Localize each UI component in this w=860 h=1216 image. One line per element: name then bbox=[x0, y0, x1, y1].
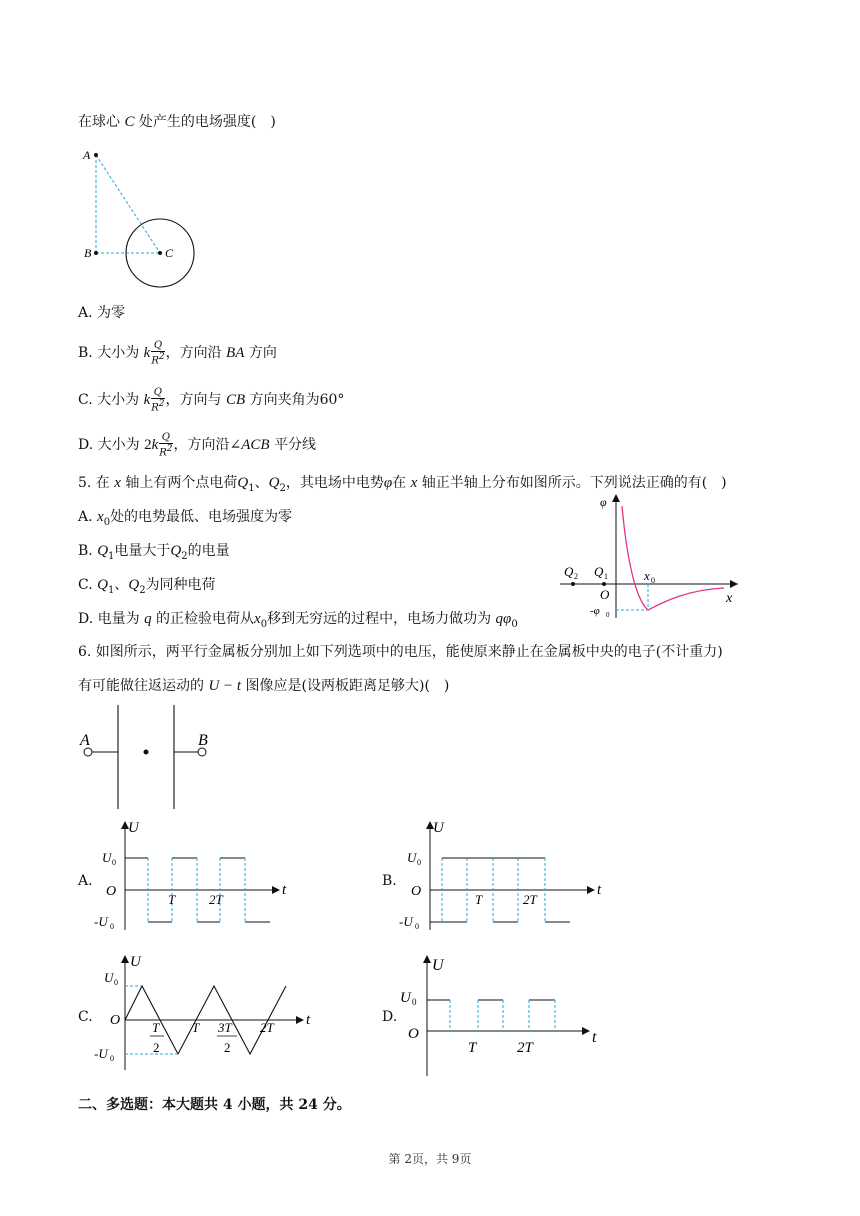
q5-stem-e: 在 bbox=[392, 475, 407, 491]
axis-t-label: t bbox=[306, 1012, 311, 1028]
q4-option-c-prefix: C. 大小为 bbox=[78, 392, 140, 409]
q6-plate-label-a: A bbox=[80, 732, 90, 749]
q6-graph-a bbox=[94, 818, 300, 938]
u0-sub: 0 bbox=[114, 978, 118, 987]
q4-option-d: D. 大小为 2k $\frac{Q}{R^2}$ ，方向沿∠ACB 平分线 bbox=[78, 432, 317, 459]
q5-option-d-c: 移到无穷远的过程中，电场力做功为 bbox=[267, 611, 492, 627]
q4-figure-triangle-circle bbox=[80, 145, 210, 285]
u0-label: U bbox=[104, 970, 114, 985]
q4-option-a-text: A. 为零 bbox=[78, 305, 126, 321]
q4-stem-text: 在球心 bbox=[78, 114, 120, 130]
q6-stem-2c: 图像应是(设两板距离足够大)( ) bbox=[245, 678, 450, 694]
neg-u0-label: -U bbox=[94, 1046, 108, 1061]
origin-label: O bbox=[411, 884, 422, 899]
q6-option-a-letter: A. bbox=[78, 873, 93, 889]
u0-label: U bbox=[102, 850, 112, 865]
neg-u0-sub: 0 bbox=[415, 922, 419, 931]
q4-option-c-dir: CB bbox=[225, 392, 246, 409]
axis-u-label: U bbox=[433, 820, 444, 836]
q6-option-b-letter: B. bbox=[382, 873, 397, 889]
origin-label: O bbox=[106, 884, 117, 899]
q5-option-c-mid: 、 bbox=[114, 577, 129, 593]
u0-label: U bbox=[400, 990, 411, 1006]
q4-option-d-prefix: D. 大小为 bbox=[78, 437, 140, 454]
q5-stem-c: 、 bbox=[254, 475, 269, 491]
q6-stem-line-1 bbox=[78, 642, 723, 662]
q6-option-c-letter: C. bbox=[78, 1009, 93, 1025]
q6-stem-line-2 bbox=[78, 676, 449, 696]
u0-sub: 0 bbox=[417, 858, 421, 867]
q6-graph-c bbox=[94, 952, 320, 1077]
q4-stem-end: 处产生的电场强度( ) bbox=[138, 114, 276, 130]
tick-t: T bbox=[475, 892, 483, 907]
tick-half-t-den: 2 bbox=[153, 1040, 160, 1055]
q5-option-d-b: 的正检验电荷从 bbox=[156, 611, 255, 627]
q5-option-b-end: 的电量 bbox=[187, 543, 230, 559]
fraction-q-over-r2: $\frac{Q}{R^2}$ bbox=[151, 340, 165, 367]
q4-option-c: C. 大小为 k $\frac{Q}{R^2}$ ，方向与 CB 方向夹角为60° bbox=[78, 387, 345, 414]
fraction-q-over-r2: $\frac{Q}{R^2}$ bbox=[151, 387, 165, 414]
q4-option-b-prefix: B. 大小为 bbox=[78, 345, 140, 362]
q5-option-b: B. $Q_1$电量大于$Q_2$的电量 bbox=[78, 543, 230, 562]
q5-label-origin: O bbox=[600, 587, 610, 602]
tick-2t: 2T bbox=[209, 892, 223, 907]
q4-option-d-coef: 2 bbox=[144, 437, 152, 454]
q5-label-x0: x bbox=[644, 568, 650, 583]
q4-stem-var: C bbox=[124, 114, 135, 130]
neg-u0-sub: 0 bbox=[110, 922, 114, 931]
origin-label: O bbox=[110, 1013, 121, 1028]
q5-label-neg-phi0-sub: 0 bbox=[606, 611, 610, 619]
q6-option-d-letter: D. bbox=[382, 1009, 398, 1025]
neg-u0-sub: 0 bbox=[110, 1054, 114, 1063]
q5-label-q2: Q bbox=[564, 564, 574, 579]
q5-option-d-a: D. 电量为 bbox=[78, 611, 140, 627]
q5-option-b-pre: B. bbox=[78, 543, 93, 559]
q5-option-d: D. 电量为 q 的正检验电荷从$x_0$移到无穷远的过程中，电场力做功为 $q\varphi_0$ bbox=[78, 611, 518, 630]
fraction-q-over-r2: $\frac{Q}{R^2}$ bbox=[159, 432, 173, 459]
u0-sub: 0 bbox=[112, 858, 116, 867]
q4-label-a: A bbox=[83, 148, 91, 162]
q5-option-a: A. $x_0$处的电势最低、电场强度为零 bbox=[78, 509, 293, 528]
q5-option-a-pre: A. bbox=[78, 509, 93, 525]
axis-u-label: U bbox=[130, 954, 141, 970]
q4-option-b-dir: BA bbox=[226, 345, 245, 362]
q5-stem-a: 5. 在 bbox=[78, 475, 110, 491]
tick-2t: 2T bbox=[260, 1020, 274, 1035]
q4-label-c: C bbox=[165, 246, 174, 260]
q4-option-d-dir: ACB bbox=[241, 437, 270, 454]
q6-stem-2a: 有可能做往返运动的 bbox=[78, 678, 204, 694]
q6-graph-d bbox=[400, 952, 610, 1077]
tick-t: T bbox=[192, 1020, 200, 1035]
u0-label: U bbox=[407, 850, 417, 865]
q5-stem-f: 轴正半轴上分布如图所示。下列说法正确的有( ) bbox=[421, 475, 727, 491]
q4-option-c-end: 方向夹角为60° bbox=[249, 392, 345, 409]
q5-label-phi: φ bbox=[600, 495, 607, 509]
q6-stem-2b: U − t bbox=[208, 678, 242, 694]
axis-u-label: U bbox=[432, 957, 444, 974]
q6-graph-b bbox=[399, 818, 605, 938]
q5-label-x: x bbox=[726, 591, 733, 606]
q5-label-neg-phi0: -φ bbox=[590, 605, 600, 617]
q5-option-c-end: 为同种电荷 bbox=[145, 577, 216, 593]
q4-option-c-suffix: ，方向与 bbox=[165, 392, 222, 409]
tick-2t: 2T bbox=[517, 1040, 533, 1056]
page-footer: 第 2页，共 9页 bbox=[388, 1152, 472, 1166]
section-2-heading: 二、多选题：本大题共 4 小题，共 24 分。 bbox=[78, 1097, 351, 1113]
axis-t-label: t bbox=[597, 882, 602, 898]
q5-option-c-pre: C. bbox=[78, 577, 93, 593]
axis-t-label: t bbox=[282, 882, 287, 898]
q4-option-a bbox=[78, 303, 125, 323]
q4-option-b-end: 方向 bbox=[248, 345, 277, 362]
axis-u-label: U bbox=[128, 820, 139, 836]
q5-label-x0-sub: 0 bbox=[651, 576, 655, 585]
q4-stem bbox=[78, 112, 276, 132]
q4-label-b: B bbox=[84, 246, 92, 260]
origin-label: O bbox=[408, 1026, 419, 1042]
q5-potential-graph bbox=[560, 490, 750, 620]
tick-t: T bbox=[468, 1040, 477, 1056]
q5-stem-b: 轴上有两个点电荷 bbox=[125, 475, 238, 491]
q5-option-b-mid: 电量大于 bbox=[114, 543, 171, 559]
tick-three-half-t-num: 3T bbox=[218, 1020, 232, 1035]
u0-sub: 0 bbox=[412, 997, 417, 1007]
q6-stem-1: 6. 如图所示，两平行金属板分别加上如下列选项中的电压，能使原来静止在金属板中央的电子(不计重力) bbox=[78, 644, 723, 660]
tick-three-half-t-den: 2 bbox=[224, 1040, 231, 1055]
axis-t-label: t bbox=[592, 1029, 597, 1046]
q4-option-b: B. 大小为 k $\frac{Q}{R^2}$ ，方向沿 BA 方向 bbox=[78, 340, 277, 367]
neg-u0-label: -U bbox=[94, 914, 108, 929]
q5-stem-d: ，其电场中电势 bbox=[285, 475, 384, 491]
q5-option-a-text: 处的电势最低、电场强度为零 bbox=[110, 509, 293, 525]
q4-option-b-suffix: ，方向沿 bbox=[165, 345, 222, 362]
q6-parallel-plates bbox=[80, 705, 220, 815]
tick-half-t-num: T bbox=[152, 1020, 160, 1035]
q5-option-c: C. $Q_1$、$Q_2$为同种电荷 bbox=[78, 577, 216, 596]
q5-label-q2-sub: 2 bbox=[574, 572, 578, 581]
tick-2t: 2T bbox=[523, 892, 537, 907]
q5-label-q1-sub: 1 bbox=[604, 572, 608, 581]
q5-stem: 5. 在 x 轴上有两个点电荷$Q_1$、$Q_2$，其电场中电势φ在 x 轴正半轴上分布如图所示。下列说法正确的有( ) bbox=[78, 475, 727, 494]
q4-option-d-end: 平分线 bbox=[274, 437, 317, 454]
q5-label-q1: Q bbox=[594, 564, 604, 579]
tick-t: T bbox=[168, 892, 176, 907]
q6-plate-label-b: B bbox=[198, 732, 208, 749]
q4-option-d-suffix: ，方向沿∠ bbox=[173, 437, 242, 454]
neg-u0-label: -U bbox=[399, 914, 413, 929]
